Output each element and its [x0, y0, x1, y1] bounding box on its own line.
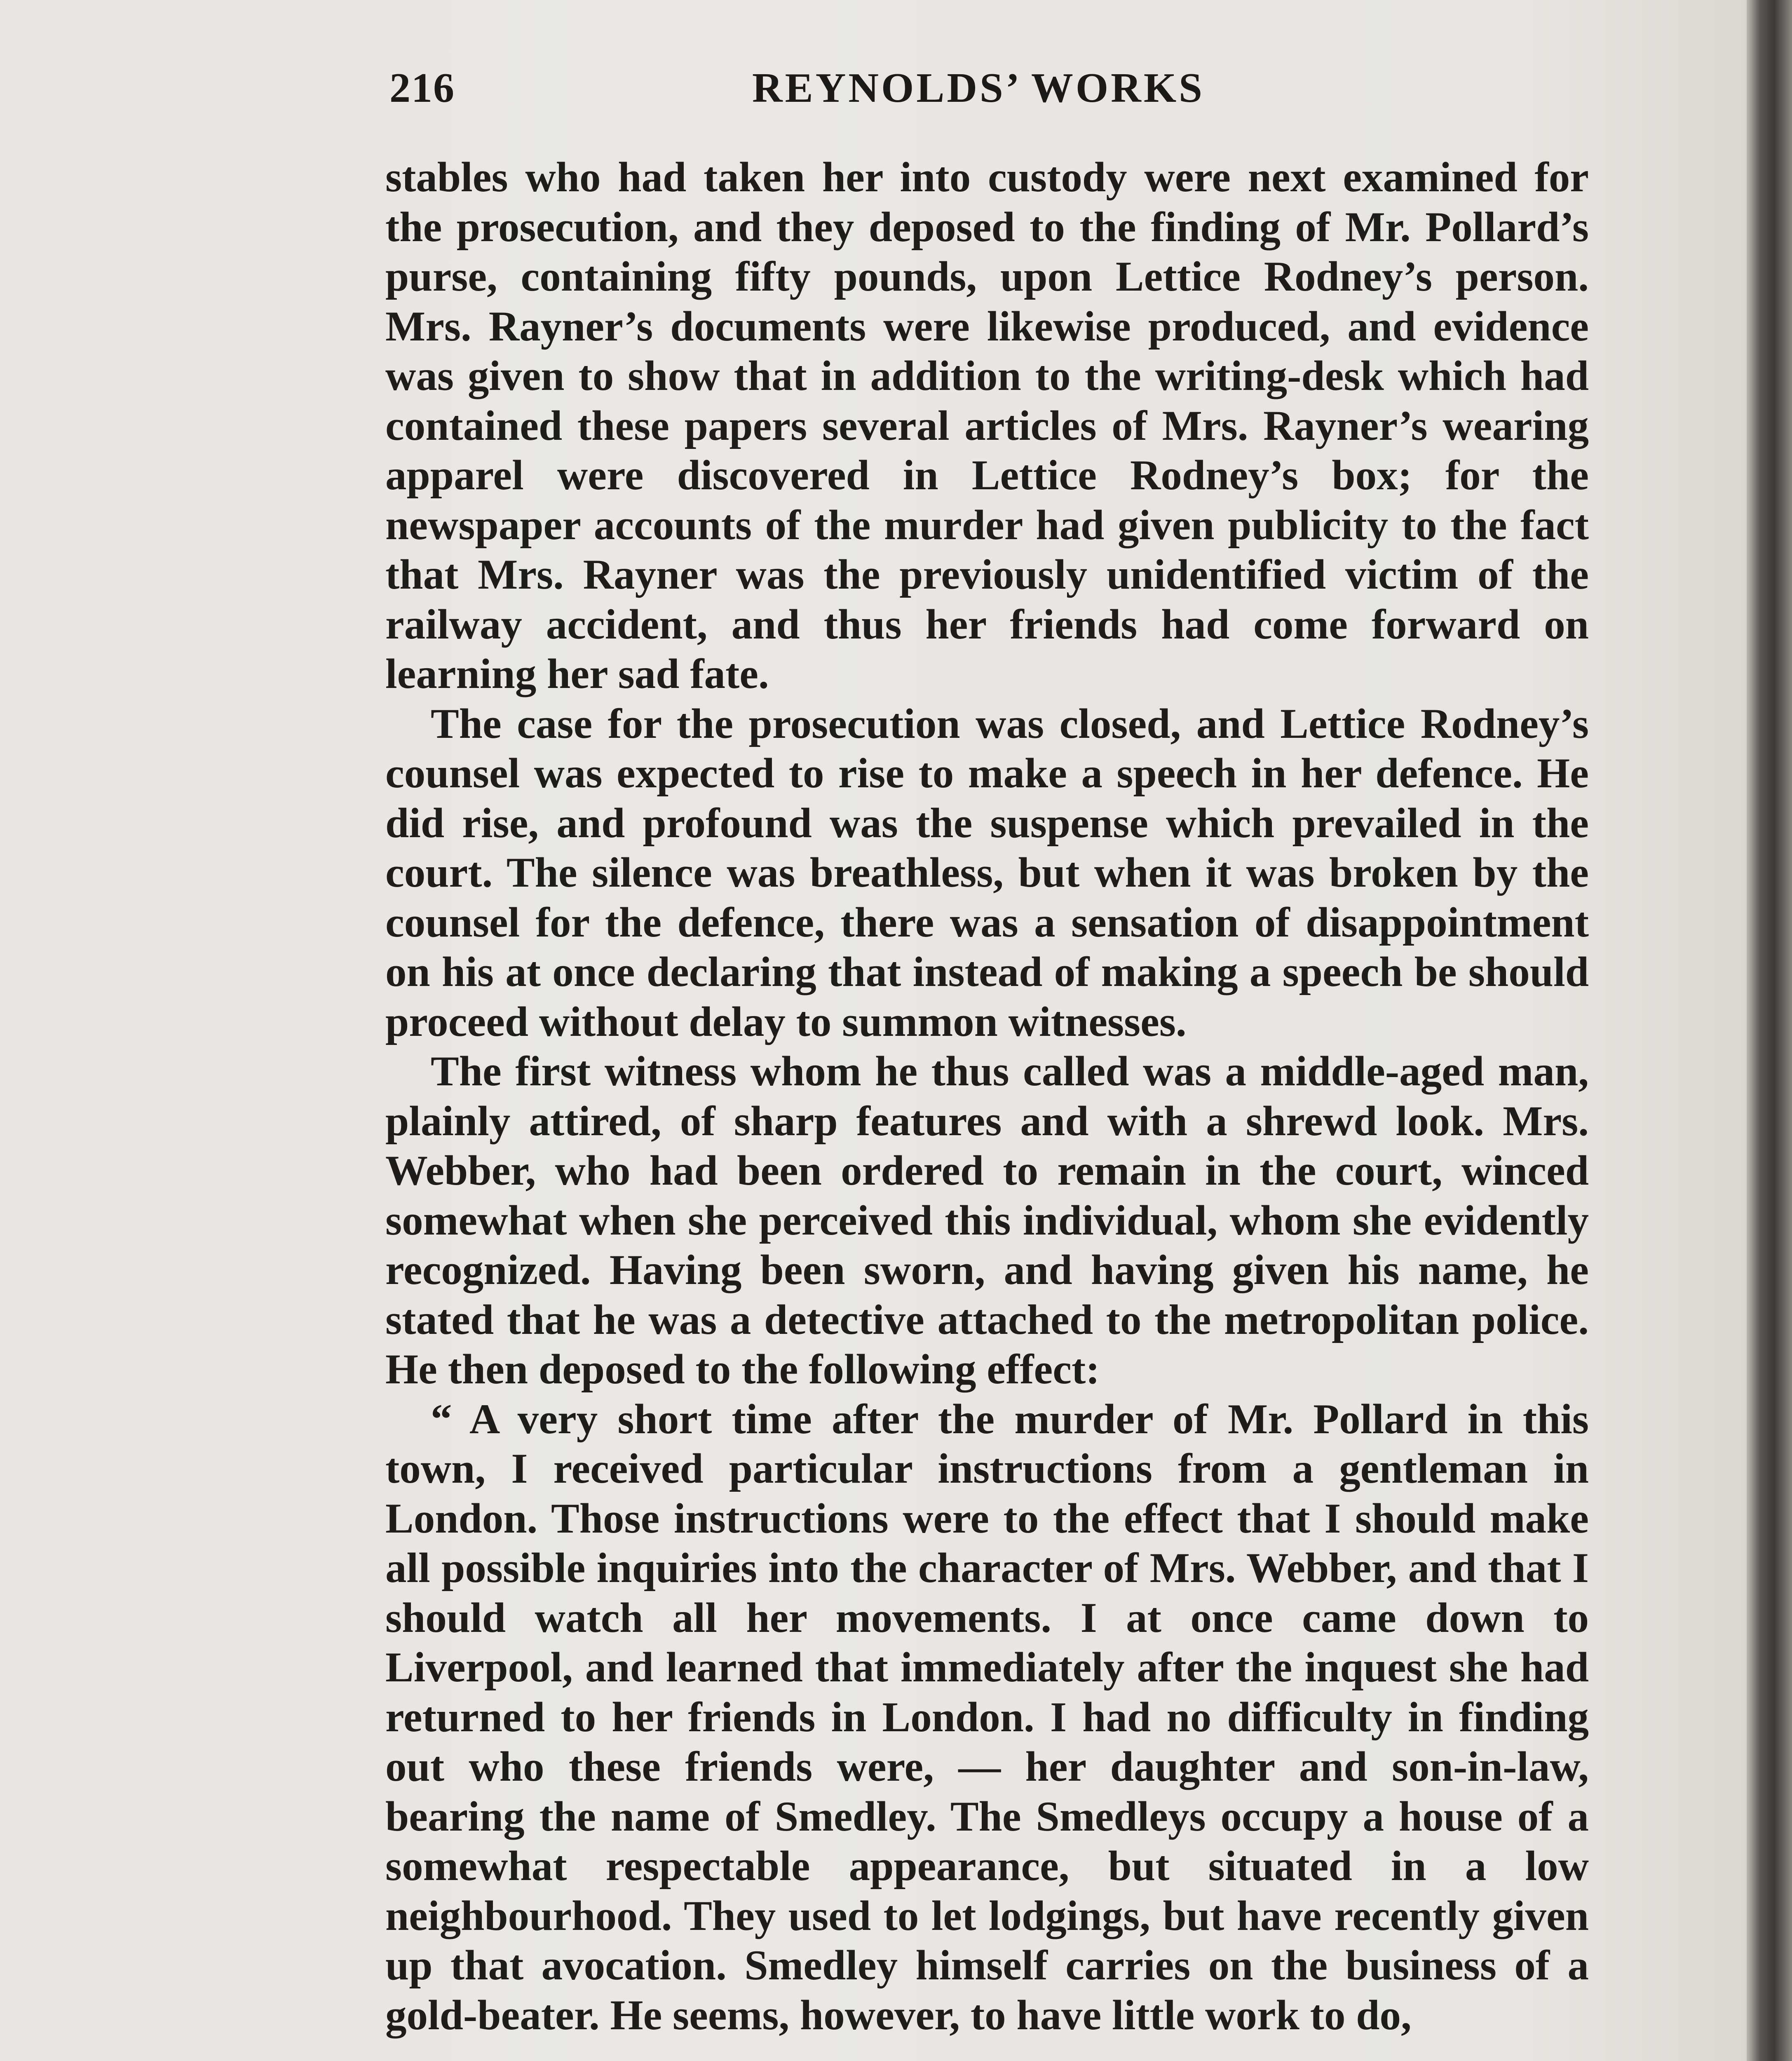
running-head-title: REYNOLDS’ WORKS [752, 65, 1205, 111]
page-edge-shadow [1747, 0, 1792, 2061]
page-number: 216 [389, 65, 455, 111]
running-head [389, 64, 1238, 134]
paragraph-continued: stables who had taken her into custody were next examined for the prosecution, and they deposed to the finding of Mr. Pollard’s purse, containing fifty pounds, upon Lettice Rodney’s person. Mrs. Rayner’s documents were likewise produced, and evidence was given to show that in addition to the writing-desk which had contained these papers several articles of Mrs. Rayner’s wearing apparel were discovered in Lettice Rodney’s box; for the newspaper accounts of the murder had given publicity to the fact that Mrs. Rayner was the previously unidentified victim of the railway accident, and thus her friends had come forward on learning her sad fate. [385, 154, 1589, 697]
paragraph-detective-testimony: “ A very short time after the murder of Mr. Pollard in this town, I received particular instructions from a gentleman in London. Those instructions were to the effect that I should make all possible inquiries into the character of Mrs. Webber, and that I should watch all her movements. I at once came down to Liverpool, and learned that immediately after the inquest she had returned to her friends in London. I had no difficulty in finding out who these friends were, — her daughter and son-in-law, bearing the name of Smedley. The Smedleys occupy a house of a somewhat respectable appearance, but situated in a low neighbourhood. They used to let lodgings, but have recently given up that avocation. Smedley himself carries on the business of a gold-beater. He seems, however, to have little work to do, [385, 1395, 1589, 2039]
paragraph-first-witness: The first witness whom he thus called was a middle-aged man, plainly attired, of sharp features and with a shrewd look. Mrs. Webber, who had been ordered to remain in the court, winced somewhat when she perceived this individual, whom she evidently recognized. Having been sworn, and having given his name, he stated that he was a detective attached to the metropolitan police. He then deposed to the following effect: [385, 1048, 1589, 1393]
body-text [385, 153, 1589, 2040]
paragraph-case-closed: The case for the prosecution was closed, and Lettice Rodney’s counsel was expected to rise to make a speech in her defence. He did rise, and profound was the suspense which prevailed in the court. The silence was breathless, but when it was broken by the counsel for the defence, there was a sensation of disappointment on his at once declaring that instead of making a speech be should proceed without delay to summon witnesses. [385, 700, 1589, 1045]
